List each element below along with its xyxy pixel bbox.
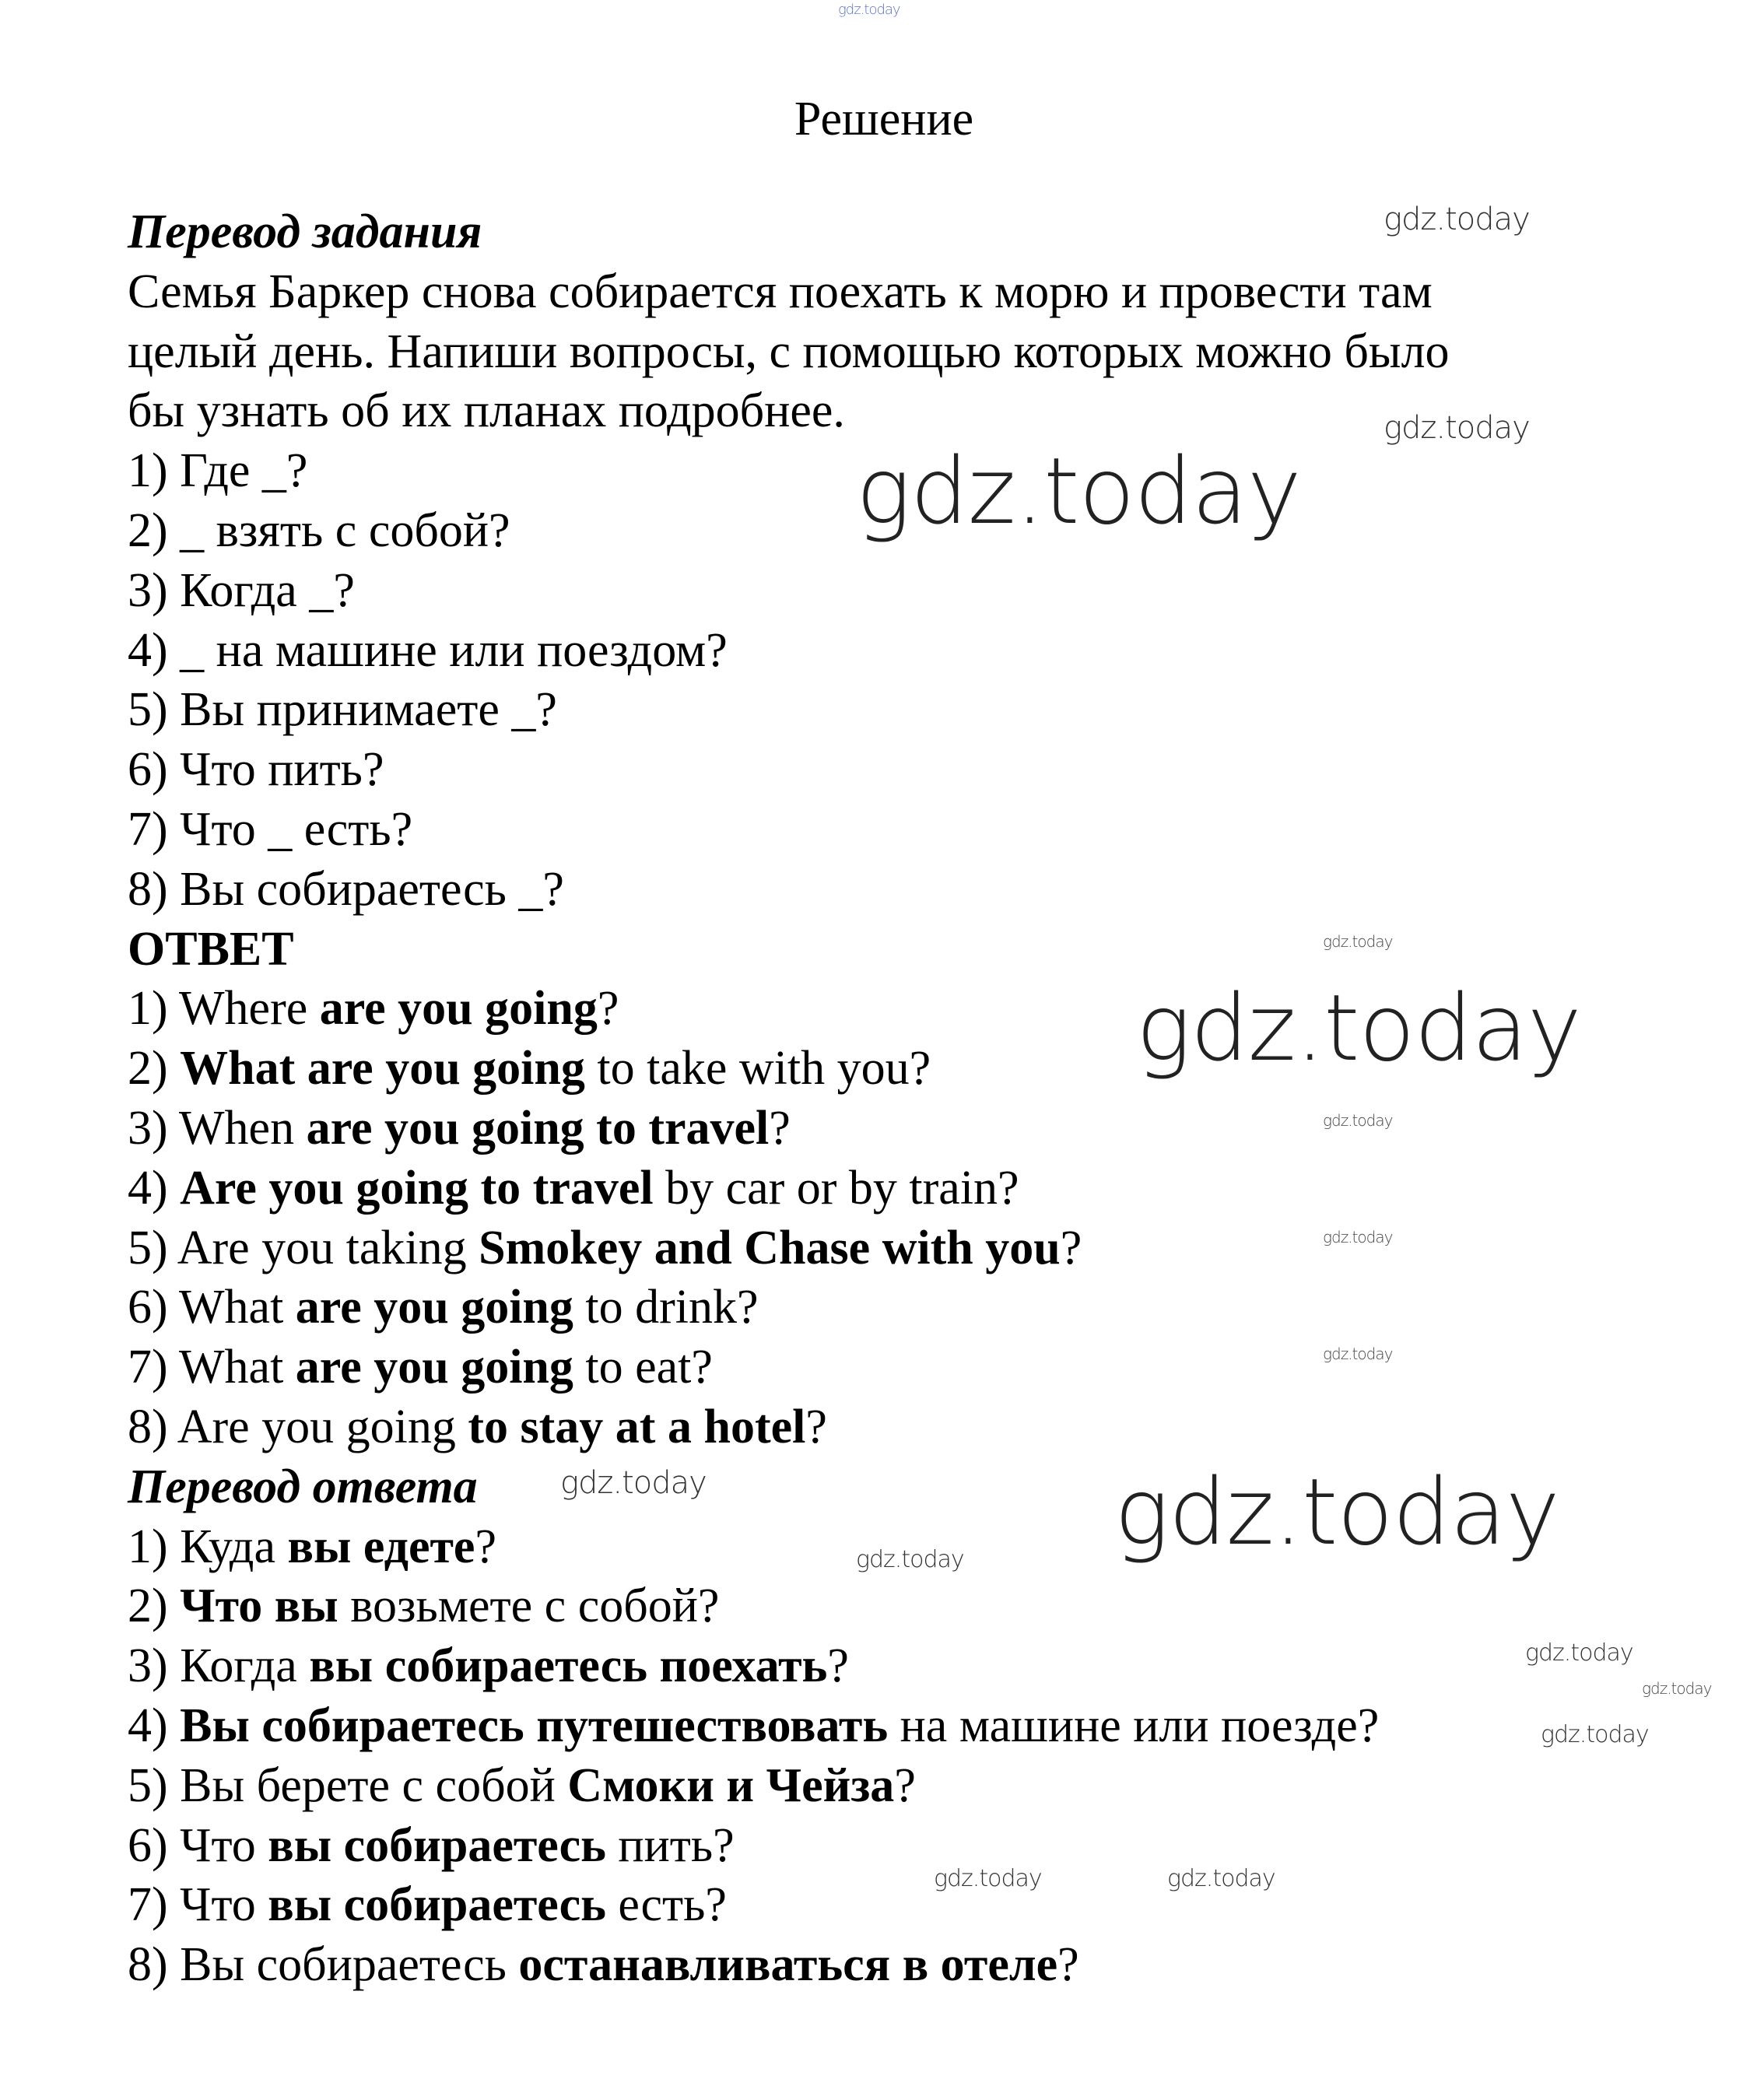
text-line bbox=[128, 979, 619, 1039]
emphasized-text: What are you going bbox=[180, 1042, 585, 1096]
watermark: gdz.today bbox=[1167, 1865, 1275, 1892]
text-segment: to drink? bbox=[573, 1281, 759, 1334]
text-segment: 7) Что bbox=[128, 1878, 268, 1932]
text-segment: 1) Где _? bbox=[128, 444, 308, 498]
text-line bbox=[128, 202, 482, 262]
text-segment: 3) When bbox=[128, 1101, 307, 1155]
text-segment: 6) Что bbox=[128, 1818, 268, 1872]
text-line bbox=[128, 1875, 727, 1935]
emphasized-text: вы собираетесь bbox=[268, 1818, 606, 1872]
emphasized-text: ОТВЕТ bbox=[128, 922, 294, 976]
text-segment: 7) What bbox=[128, 1341, 296, 1394]
text-line bbox=[128, 740, 384, 800]
text-segment: to eat? bbox=[573, 1341, 713, 1394]
text-segment: есть? bbox=[605, 1878, 727, 1932]
text-segment: пить? bbox=[605, 1818, 735, 1872]
emphasized-text: Что вы bbox=[180, 1579, 338, 1633]
text-segment: 6) What bbox=[128, 1281, 296, 1334]
text-line bbox=[128, 621, 728, 681]
emphasized-text: are you going bbox=[295, 1281, 573, 1334]
watermark: gdz.today bbox=[1136, 974, 1581, 1082]
watermark: gdz.today bbox=[934, 1865, 1042, 1892]
text-segment: ? bbox=[805, 1400, 827, 1453]
text-segment: 8) Вы собираетесь bbox=[128, 1938, 519, 1992]
text-segment: 4) _ на машине или поездом? bbox=[128, 623, 728, 677]
watermark: gdz.today bbox=[856, 1546, 964, 1573]
text-line bbox=[128, 920, 294, 980]
emphasized-text: вы собираетесь bbox=[268, 1878, 606, 1932]
text-segment: ? bbox=[475, 1520, 496, 1573]
text-line bbox=[128, 1099, 791, 1159]
text-segment: ? bbox=[894, 1758, 916, 1812]
text-line bbox=[128, 1696, 1379, 1756]
watermark: gdz.today bbox=[1384, 410, 1530, 446]
text-segment: 5) Are you taking bbox=[128, 1221, 479, 1274]
text-line bbox=[128, 1278, 759, 1337]
text-line bbox=[128, 1218, 1082, 1278]
emphasized-text: are you going bbox=[295, 1341, 573, 1394]
text-line bbox=[128, 322, 1450, 382]
text-segment: to take with you? bbox=[584, 1042, 931, 1096]
text-line bbox=[128, 262, 1433, 322]
text-line bbox=[128, 1457, 478, 1517]
emphasized-text: Перевод задания bbox=[128, 205, 482, 258]
page-title: Решение bbox=[794, 93, 974, 145]
text-segment: 2) bbox=[128, 1042, 181, 1096]
text-line bbox=[128, 1756, 916, 1816]
watermark: gdz.today bbox=[1323, 932, 1393, 951]
text-segment: 3) Когда bbox=[128, 1639, 310, 1693]
watermark: gdz.today bbox=[856, 437, 1301, 545]
watermark: gdz.today bbox=[1642, 1679, 1712, 1698]
watermark: gdz.today bbox=[838, 2, 900, 18]
text-line bbox=[128, 561, 355, 621]
watermark: gdz.today bbox=[1541, 1721, 1649, 1748]
text-line bbox=[128, 1159, 1019, 1218]
text-line bbox=[128, 1337, 713, 1397]
emphasized-text: вы собираетесь поехать bbox=[309, 1639, 828, 1693]
text-line bbox=[128, 1517, 496, 1577]
text-line bbox=[128, 1397, 827, 1457]
text-segment: 5) Вы берете с собой bbox=[128, 1758, 568, 1812]
text-segment: 5) Вы принимаете _? bbox=[128, 683, 557, 737]
text-segment: на машине или поезде? bbox=[888, 1699, 1380, 1752]
text-segment: целый день. Напиши вопросы, с помощью которых можно было bbox=[128, 324, 1450, 378]
text-line bbox=[128, 441, 307, 501]
text-segment: ? bbox=[597, 982, 619, 1036]
text-segment: возьмете с собой? bbox=[338, 1579, 720, 1633]
text-segment: ? bbox=[827, 1639, 849, 1693]
watermark: gdz.today bbox=[1323, 1344, 1393, 1363]
text-line bbox=[128, 800, 412, 860]
emphasized-text: Smokey and Chase with you bbox=[479, 1221, 1061, 1274]
text-segment: 2) _ взять с собой? bbox=[128, 503, 510, 557]
text-segment: 4) bbox=[128, 1699, 181, 1752]
text-segment: 2) bbox=[128, 1579, 181, 1633]
emphasized-text: останавливаться в отеле bbox=[518, 1938, 1058, 1992]
emphasized-text: Are you going to travel bbox=[180, 1161, 654, 1215]
watermark: gdz.today bbox=[1384, 202, 1530, 237]
text-segment: 7) Что _ есть? bbox=[128, 802, 413, 856]
text-segment: 8) Are you going bbox=[128, 1400, 468, 1453]
text-segment: ? bbox=[769, 1101, 791, 1155]
text-line bbox=[128, 1816, 735, 1876]
text-segment: 4) bbox=[128, 1161, 181, 1215]
text-segment: 3) Когда _? bbox=[128, 563, 355, 617]
emphasized-text: are you going bbox=[319, 982, 598, 1036]
emphasized-text: are you going to travel bbox=[306, 1101, 770, 1155]
watermark: gdz.today bbox=[1323, 1228, 1393, 1246]
emphasized-text: Смоки и Чейза bbox=[567, 1758, 895, 1812]
text-segment: Семья Баркер снова собирается поехать к морю и провести там bbox=[128, 265, 1433, 318]
text-segment: by car or by train? bbox=[653, 1161, 1019, 1215]
emphasized-text: Перевод ответа bbox=[128, 1460, 478, 1513]
text-segment: 1) Куда bbox=[128, 1520, 288, 1573]
text-segment: ? bbox=[1057, 1938, 1079, 1992]
text-segment: ? bbox=[1060, 1221, 1082, 1274]
watermark: gdz.today bbox=[1525, 1639, 1633, 1667]
text-line bbox=[128, 680, 557, 740]
text-segment: бы узнать об их планах подробнее. bbox=[128, 384, 845, 438]
text-line bbox=[128, 1636, 849, 1696]
text-line bbox=[128, 381, 845, 441]
text-line bbox=[128, 1576, 719, 1636]
watermark: gdz.today bbox=[1114, 1458, 1559, 1565]
text-segment: 8) Вы собираетесь _? bbox=[128, 862, 564, 916]
text-line bbox=[128, 1039, 931, 1099]
emphasized-text: Вы собираетесь путешествовать bbox=[180, 1699, 889, 1752]
text-segment: 6) Что пить? bbox=[128, 743, 384, 797]
watermark: gdz.today bbox=[1323, 1111, 1393, 1130]
text-segment: 1) Where bbox=[128, 982, 320, 1036]
text-line bbox=[128, 860, 564, 920]
emphasized-text: to stay at a hotel bbox=[468, 1400, 806, 1453]
watermark: gdz.today bbox=[560, 1465, 707, 1501]
text-line bbox=[128, 501, 510, 561]
text-line bbox=[128, 1935, 1079, 1995]
emphasized-text: вы едете bbox=[287, 1520, 475, 1573]
